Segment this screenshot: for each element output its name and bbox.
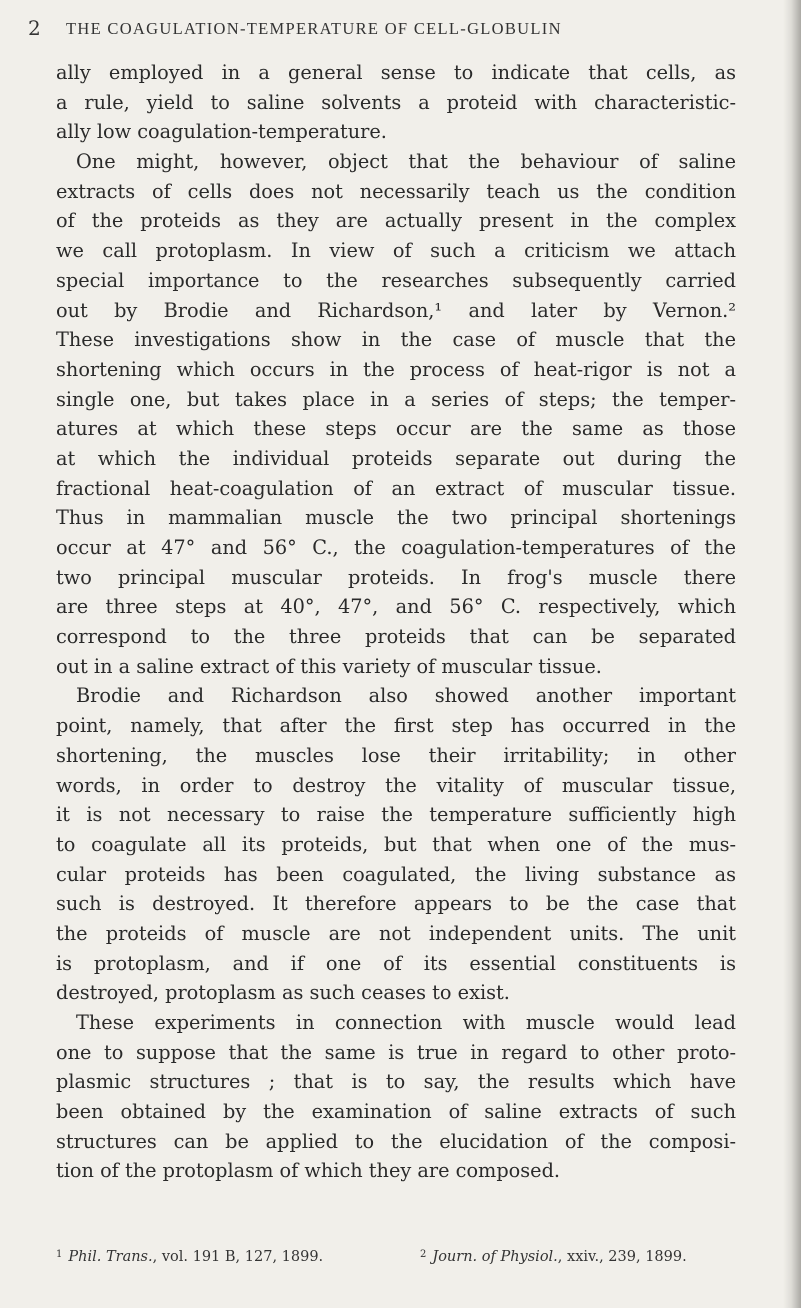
text-line: Thus in mammalian muscle the two principal shortenings [56, 506, 736, 530]
footnote-1-reference: , vol. 191 B, 127, 1899. [152, 1249, 324, 1265]
text-line: been obtained by the examination of saline extracts of such [56, 1100, 736, 1124]
text-line: such is destroyed. It therefore appears to be the case that [56, 892, 736, 916]
text-line: two principal muscular proteids. In frog's muscle there [56, 565, 736, 589]
page-edge-shadow [783, 0, 801, 1308]
footnote-2-reference: , xxiv., 239, 1899. [557, 1249, 687, 1265]
text-line: plasmic structures ; that is to say, the results which have [56, 1070, 736, 1094]
text-line: we call protoplasm. In view of such a criticism we attach [56, 239, 736, 263]
text-line: extracts of cells does not necessarily teach us the condition [56, 179, 736, 203]
text-line: ally low coagulation-temperature. [56, 120, 387, 144]
paragraph-start-line: Brodie and Richardson also showed another important [76, 684, 736, 708]
text-line: shortening which occurs in the process of heat-rigor is not a [56, 357, 736, 381]
text-line: ally employed in a general sense to indicate that cells, as [56, 61, 736, 84]
text-line: tion of the protoplasm of which they are composed. [56, 1159, 561, 1183]
paragraph-start-line: These experiments in connection with muscle would lead [76, 1011, 736, 1034]
text-line: point, namely, that after the first step has occurred in the [56, 714, 736, 738]
text-line: are three steps at 40°, 47°, and 56° C. respectively, which [56, 595, 736, 619]
running-head: THE COAGULATION-TEMPERATURE OF CELL-GLOBULIN [66, 19, 562, 38]
text-line: occur at 47° and 56° C., the coagulation-temperatures of the [56, 536, 736, 559]
text-line: shortening, the muscles lose their irritability; in other [56, 743, 736, 767]
text-line: one to suppose that the same is true in regard to other proto- [56, 1040, 736, 1064]
text-line: These investigations show in the case of muscle that the [56, 328, 736, 352]
text-line: of the proteids as they are actually present in the complex [56, 209, 736, 233]
text-line: to coagulate all its proteids, but that when one of the mus- [56, 832, 736, 856]
text-line: out in a saline extract of this variety of muscular tissue. [56, 654, 602, 678]
text-line: fractional heat-coagulation of an extract of muscular tissue. [56, 476, 736, 500]
text-line: a rule, yield to saline solvents a proteid with characteristic- [56, 90, 736, 114]
text-line: structures can be applied to the elucidation of the composi- [56, 1129, 736, 1153]
page-header [28, 16, 748, 46]
footnote-1 [56, 1249, 323, 1265]
text-line: destroyed, protoplasm as such ceases to exist. [56, 981, 510, 1005]
text-line: at which the individual proteids separate out during the [56, 446, 736, 470]
footnote-1-source: Phil. Trans. [68, 1249, 153, 1265]
text-line: words, in order to destroy the vitality of muscular tissue, [56, 773, 736, 797]
text-line: is protoplasm, and if one of its essential constituents is [56, 951, 736, 975]
body-text [56, 58, 736, 1186]
paragraph-start-line: One might, however, object that the behaviour of saline [76, 150, 736, 174]
footnote-2 [420, 1249, 687, 1265]
text-line: the proteids of muscle are not independent units. The unit [56, 921, 736, 945]
text-line: correspond to the three proteids that can be separated [56, 625, 736, 649]
text-line: it is not necessary to raise the temperature sufficiently high [56, 803, 736, 827]
footnote-1-marker: 1 [56, 1249, 63, 1260]
text-line: out by Brodie and Richardson,¹ and later by Vernon.² [56, 298, 736, 322]
text-line: cular proteids has been coagulated, the living substance as [56, 862, 736, 886]
footnote-2-source: Journ. of Physiol. [432, 1249, 558, 1265]
footnotes [56, 1249, 736, 1265]
text-line: single one, but takes place in a series of steps; the temper- [56, 387, 736, 411]
footnote-2-marker: 2 [420, 1249, 427, 1260]
text-line: atures at which these steps occur are the same as those [56, 417, 736, 441]
page-number: 2 [28, 16, 41, 40]
text-line: special importance to the researches subsequently carried [56, 268, 736, 292]
